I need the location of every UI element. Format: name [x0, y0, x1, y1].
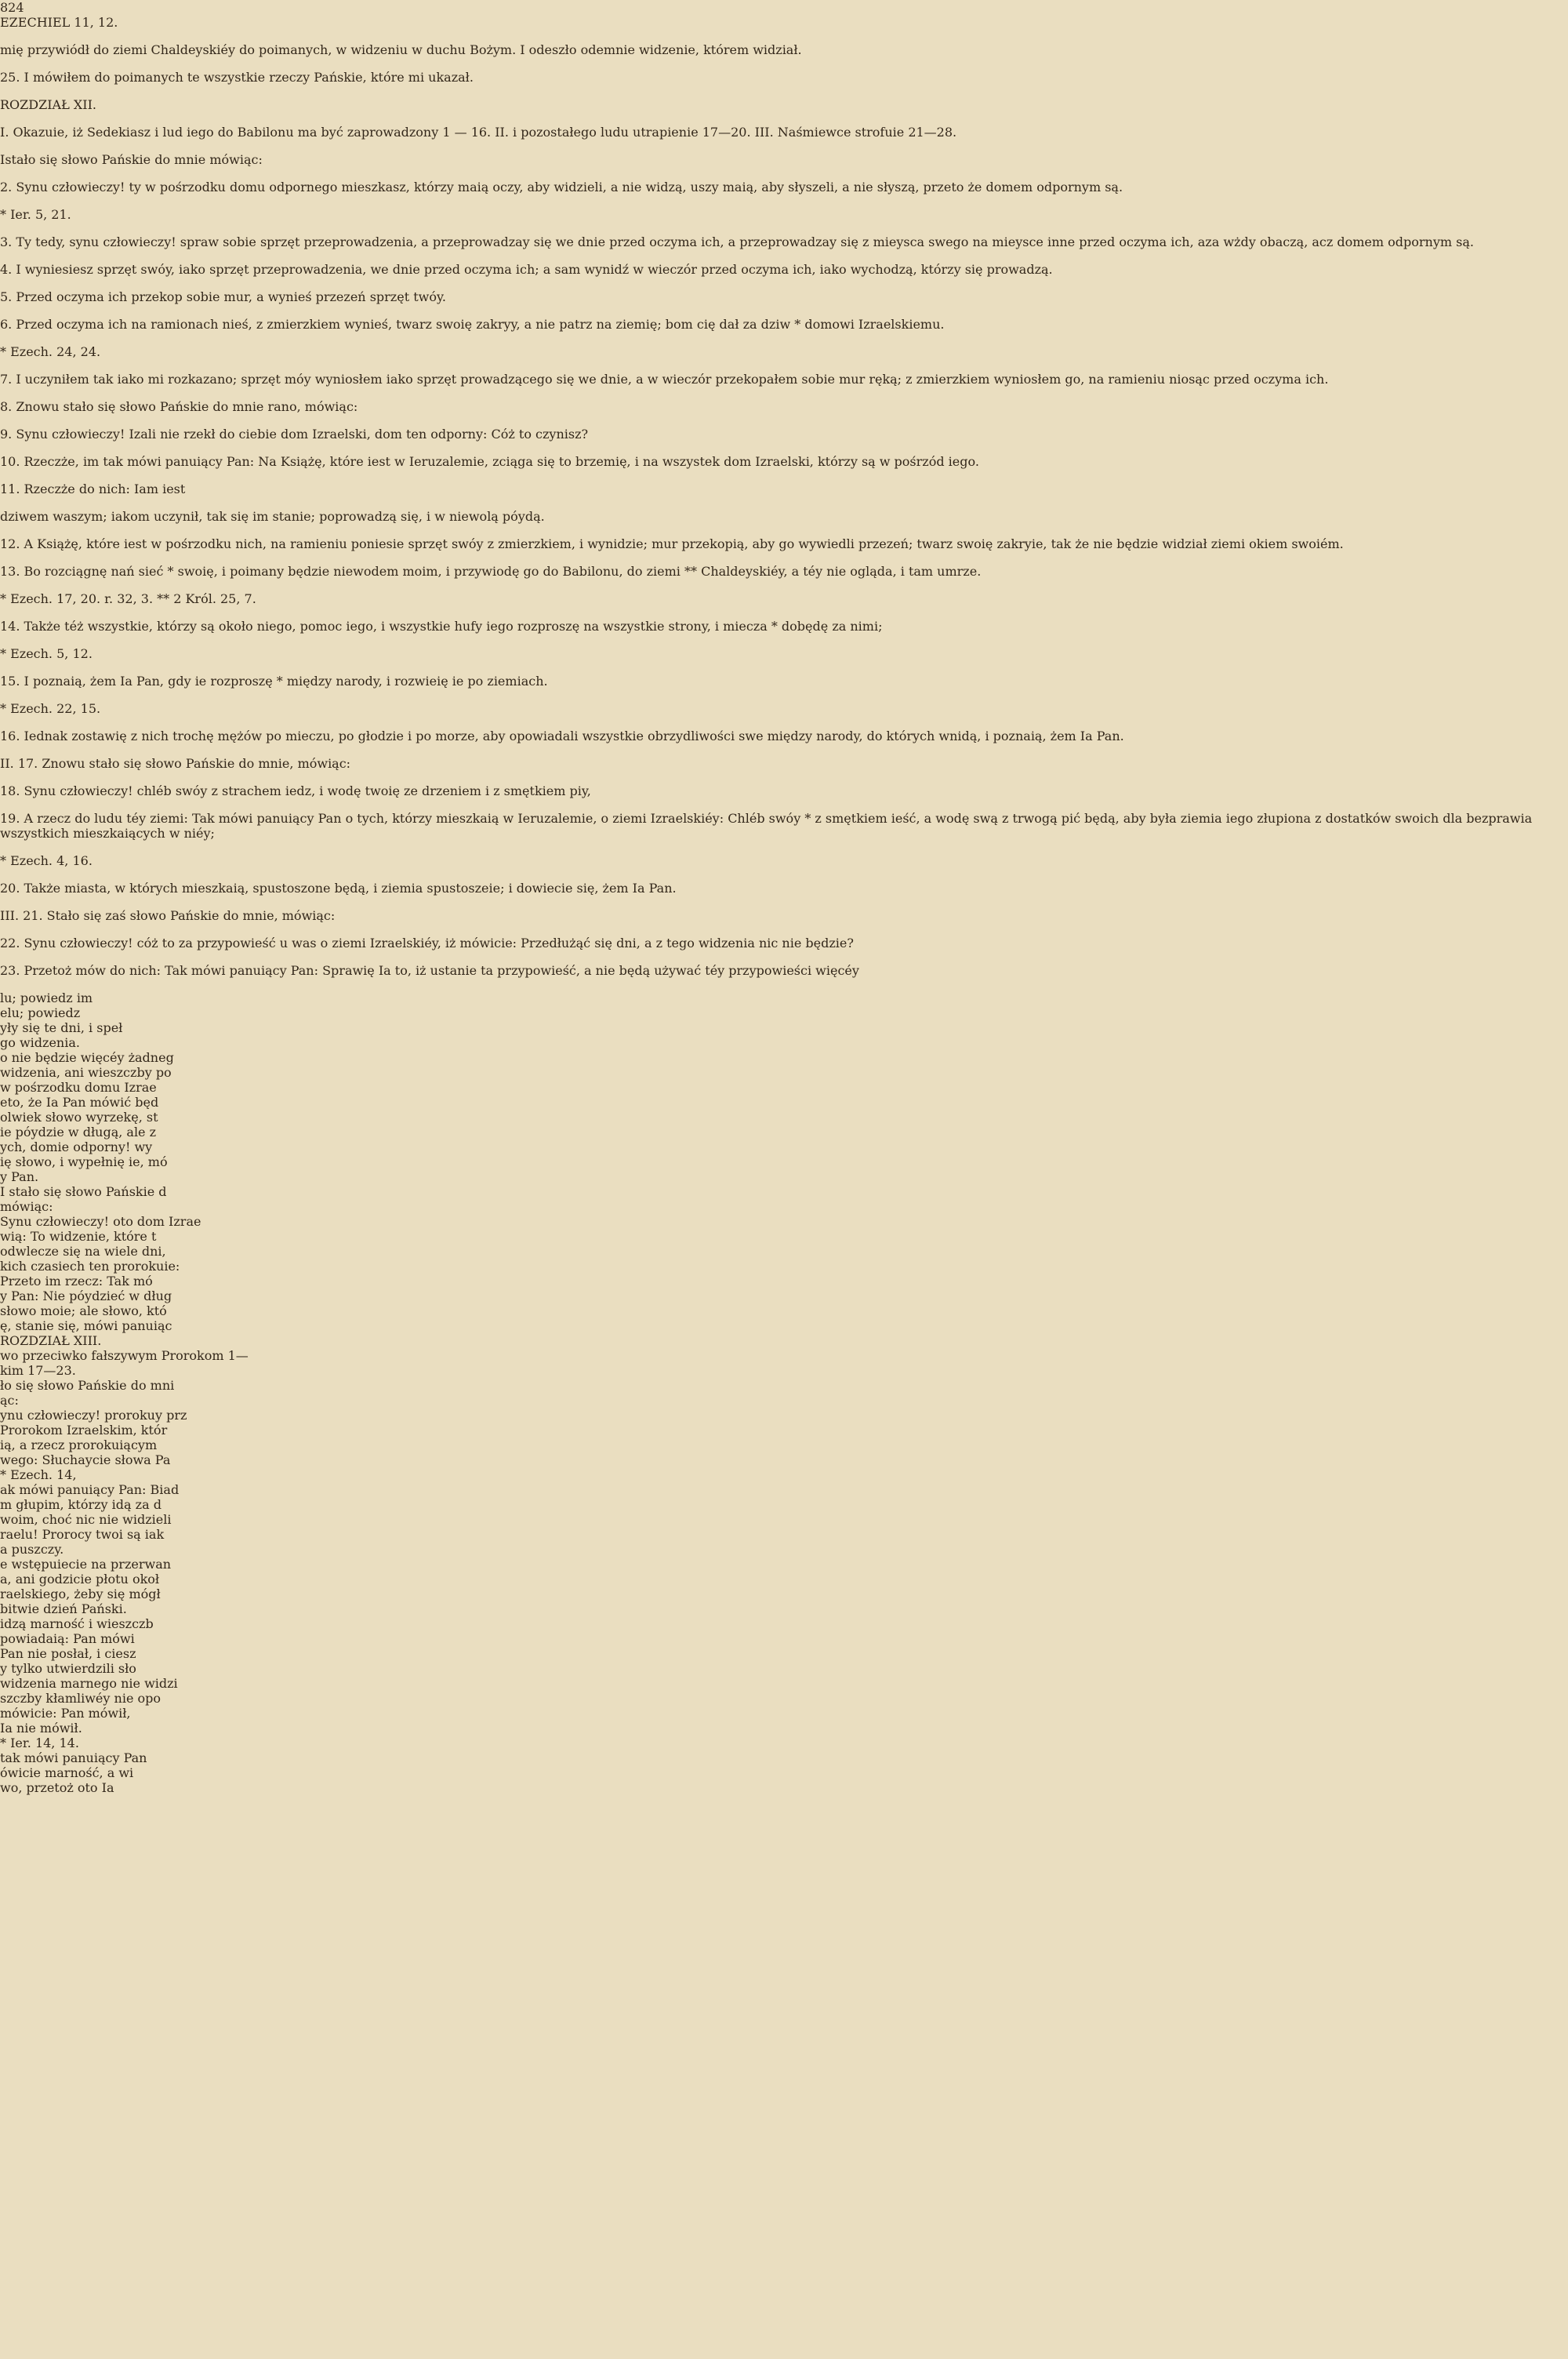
verse-paragraph: 23. Przetoż mów do nich: Tak mówi panuiący Pan: Sprawię Ia to, iż ustanie ta przypowieść, a nie będą używać téy przypowieści więcéy — [0, 963, 859, 978]
verse-paragraph: 3. Ty tedy, synu człowieczy! spraw sobie sprzęt przeprowadzenia, a przeprowadzay się we dnie przed oczyma ich, a przeprowadzay się z mieysca swego na mieysce inne przed oczyma ich, aza wżdy obaczą, acz domem odpornym są. — [0, 234, 1474, 249]
next-page-text-fragment: Przeto im rzecz: Tak mó — [0, 1274, 153, 1289]
next-page-text-fragment: wią: To widzenie, które t — [0, 1229, 157, 1244]
verse-paragraph: 20. Także miasta, w których mieszkaią, spustoszone będą, i ziemia spustoszeie; i dowiecie się, żem Ia Pan. — [0, 881, 677, 896]
footnote-reference: * Ezech. 24, 24. — [0, 344, 101, 359]
verse-1-text: stało się słowo Pańskie do mnie mówiąc: — [5, 152, 263, 167]
next-page-text-fragment: kim 17—23. — [0, 1363, 76, 1378]
verse-paragraph: 4. I wyniesiesz sprzęt swóy, iako sprzęt przeprowadzenia, we dnie przed oczyma ich; a sam wynidź w wieczór przed oczyma ich, iako wychodzą, którzy się prowadzą. — [0, 262, 1053, 277]
left-column-verses — [0, 180, 1568, 496]
next-page-text-fragment: bitwie dzień Pański. — [0, 1601, 127, 1616]
next-page-text-fragment: ie póydzie w długą, ale z — [0, 1125, 157, 1140]
next-page-text-fragment: I stało się słowo Pańskie d — [0, 1184, 167, 1199]
page-number: 824 — [0, 0, 24, 15]
next-page-text-fragment: y Pan: Nie póydzieć w dług — [0, 1289, 172, 1303]
next-page-text-fragment: ąc: — [0, 1393, 19, 1408]
next-page-text-fragment: wego: Słuchaycie słowa Pa — [0, 1452, 171, 1467]
next-page-text-fragment: Pan nie posłał, i ciesz — [0, 1646, 136, 1661]
next-page-text-fragment: a, ani godzicie płotu okoł — [0, 1572, 160, 1587]
verse-paragraph: 6. Przed oczyma ich na ramionach nieś, z zmierzkiem wynieś, twarz swoię zakryy, a nie patrz na ziemię; bom cię dał za dziw * domowi Izraelskiemu. — [0, 317, 945, 332]
next-page-text-fragment: wo, przetoż oto Ia — [0, 1780, 114, 1795]
next-page-text-fragment: e wstępuiecie na przerwan — [0, 1557, 172, 1572]
next-page-text-fragment: ę, stanie się, mówi panuiąc — [0, 1318, 172, 1333]
next-page-text-fragment: Ia nie mówił. — [0, 1721, 82, 1736]
next-page-text-fragment: w pośrzodku domu Izrae — [0, 1080, 157, 1095]
verse-25: 25. I mówiłem do poimanych te wszystkie rzeczy Pańskie, które mi ukazał. — [0, 70, 474, 85]
verse-1-opening — [0, 152, 1568, 167]
verse-paragraph: III. 21. Stało się zaś słowo Pańskie do mnie, mówiąc: — [0, 908, 336, 923]
next-page-text-fragment: ówicie marność, a wi — [0, 1765, 134, 1780]
verse-paragraph: 22. Synu człowieczy! cóż to za przypowieść u was o ziemi Izraelskiéy, iż mówicie: Przedłużąć się dni, a z tego widzenia nic nie będzie? — [0, 936, 854, 951]
next-page-text-fragment: Prorokom Izraelskim, któr — [0, 1423, 168, 1438]
verse-paragraph: 9. Synu człowieczy! Izali nie rzekł do ciebie dom Izraelski, dom ten odporny: Cóż to czynisz? — [0, 427, 589, 442]
next-page-fragments — [0, 990, 1568, 1795]
footnote-reference: * Ezech. 4, 16. — [0, 853, 93, 868]
next-page-text-fragment: idzą marność i wieszczb — [0, 1616, 154, 1631]
verse-paragraph: 16. Iednak zostawię z nich trochę mężów po mieczu, po głodzie i po morze, aby opowiadali wszystkie obrzydliwości swe między narody, do których wnidą, i poznaią, żem Ia Pan. — [0, 729, 1124, 743]
verse-paragraph: 12. A Książę, które iest w pośrzodku nich, na ramieniu poniesie sprzęt swóy z zmierzkiem, i wynidzie; mur przekopią, aby go wywiedli przezeń; twarz swoię zakryie, tak że nie będzie widział ziemi okiem swoiém. — [0, 536, 1344, 551]
verse-paragraph: 7. I uczyniłem tak iako mi rozkazano; sprzęt móy wyniosłem iako sprzęt prowadzącego się we dnie, a w wieczór przekopałem sobie mur ręką; z zmierzkiem wyniosłem go, na ramieniu niosąc przed oczyma ich. — [0, 372, 1329, 387]
next-page-text-fragment: olwiek słowo wyrzekę, st — [0, 1110, 158, 1125]
next-page-text-fragment: elu; powiedz — [0, 1005, 81, 1020]
next-page-text-fragment: y Pan. — [0, 1169, 39, 1184]
next-page-text-fragment: wo przeciwko fałszywym Prorokom 1— — [0, 1348, 249, 1363]
next-page-text-fragment: ych, domie odporny! wy — [0, 1140, 153, 1154]
next-page-text-fragment: ię słowo, i wypełnię ie, mó — [0, 1154, 168, 1169]
chapter-12-heading: ROZDZIAŁ XII. — [0, 97, 97, 112]
next-page-text-fragment: ią, a rzecz prorokuiącym — [0, 1438, 158, 1452]
next-page-text-fragment: ynu człowieczy! prorokuy prz — [0, 1408, 187, 1423]
drop-cap-initial: I — [0, 152, 5, 167]
next-page-text-fragment: go widzenia. — [0, 1035, 80, 1050]
footnote-reference: * Ier. 5, 21. — [0, 207, 71, 222]
footnote-reference: * Ezech. 5, 12. — [0, 646, 93, 661]
next-page-text-fragment: słowo moie; ale słowo, któ — [0, 1303, 167, 1318]
verse-24-continuation: mię przywiódł do ziemi Chaldeyskiéy do poimanych, w widzeniu w duchu Bożym. I odeszło odemnie widzenie, którem widział. — [0, 42, 802, 57]
next-page-text-fragment: * Ier. 14, 14. — [0, 1736, 79, 1750]
right-column-verses — [0, 536, 1568, 978]
next-page-text-fragment: mówiąc: — [0, 1199, 53, 1214]
verse-paragraph: 2. Synu człowieczy! ty w pośrzodku domu odpornego mieszkasz, którzy maią oczy, aby widzieli, a nie widzą, uszy maią, aby słyszeli, a nie słyszą, przeto że domem odpornym są. — [0, 180, 1123, 194]
verse-paragraph: 11. Rzeczże do nich: Iam iest — [0, 482, 186, 496]
next-page-text-fragment: odwlecze się na wiele dni, — [0, 1244, 166, 1259]
next-page-chapter-heading: ROZDZIAŁ XIII. — [0, 1333, 102, 1348]
next-page-text-fragment: widzenia marnego nie widzi — [0, 1676, 178, 1691]
next-page-text-fragment: widzenia, ani wieszczby po — [0, 1065, 172, 1080]
footnote-reference: * Ezech. 22, 15. — [0, 701, 101, 716]
next-page-text-fragment: a puszczy. — [0, 1542, 64, 1557]
next-page-text-fragment: szczby kłamliwéy nie opo — [0, 1691, 161, 1706]
footnote-reference: * Ezech. 17, 20. r. 32, 3. ** 2 Król. 25, 7. — [0, 591, 256, 606]
next-page-text-fragment: Synu człowieczy! oto dom Izrae — [0, 1214, 201, 1229]
next-page-text-fragment: woim, choć nic nie widzieli — [0, 1512, 172, 1527]
verse-paragraph: 8. Znowu stało się słowo Pańskie do mnie rano, mówiąc: — [0, 399, 358, 414]
next-page-text-fragment: tak mówi panuiący Pan — [0, 1750, 147, 1765]
right-text-column — [0, 509, 1568, 978]
chapter-12-summary: I. Okazuie, iż Sedekiasz i lud iego do Babilonu ma być zaprowadzony 1 — 16. II. i pozostałego ludu utrapienie 17—20. III. Naśmiewce strofuie 21—28. — [0, 125, 957, 140]
curled-next-page — [0, 990, 1568, 1795]
running-title: EZECHIEL 11, 12. — [0, 15, 118, 30]
next-page-text-fragment: lu; powiedz im — [0, 990, 93, 1005]
next-page-text-fragment: ło się słowo Pańskie do mni — [0, 1378, 175, 1393]
next-page-text-fragment: raelu! Prorocy twoi są iak — [0, 1527, 165, 1542]
next-page-text-fragment: powiadaią: Pan mówi — [0, 1631, 135, 1646]
next-page-text-fragment: kich czasiech ten prorokuie: — [0, 1259, 180, 1274]
left-text-column — [0, 42, 1568, 496]
verse-11-continuation: dziwem waszym; iakom uczynił, tak się im stanie; poprowadzą się, i w niewolą póydą. — [0, 509, 545, 524]
next-page-text-fragment: mówicie: Pan mówił, — [0, 1706, 131, 1721]
next-page-text-fragment: * Ezech. 14, — [0, 1467, 77, 1482]
verse-paragraph: II. 17. Znowu stało się słowo Pańskie do mnie, mówiąc: — [0, 756, 351, 771]
verse-paragraph: 10. Rzeczże, im tak mówi panuiący Pan: Na Książę, które iest w Ieruzalemie, zciąga się to brzemię, i na wszystek dom Izraelski, którzy są w pośrzód iego. — [0, 454, 979, 469]
next-page-text-fragment: y tylko utwierdzili sło — [0, 1661, 136, 1676]
next-page-text-fragment: ak mówi panuiący Pan: Biad — [0, 1482, 180, 1497]
next-page-text-fragment: eto, że Ia Pan mówić będ — [0, 1095, 159, 1110]
next-page-text-fragment: raelskiego, żeby się mógł — [0, 1587, 161, 1601]
verse-paragraph: 14. Także téż wszystkie, którzy są około niego, pomoc iego, i wszystkie hufy iego rozproszę na wszystkie strony, i miecza * dobędę za nimi; — [0, 619, 883, 634]
next-page-text-fragment: yły się te dni, i speł — [0, 1020, 123, 1035]
verse-paragraph: 13. Bo rozciągnę nań sieć * swoię, i poimany będzie niewodem moim, i przywiodę go do Babilonu, do ziemi ** Chaldeyskiéy, a téy nie ogląda, i tam umrze. — [0, 564, 982, 579]
next-page-text-fragment: m głupim, którzy idą za d — [0, 1497, 162, 1512]
verse-paragraph: 15. I poznaią, żem Ia Pan, gdy ie rozproszę * między narody, i rozwieię ie po ziemiach. — [0, 674, 548, 689]
verse-paragraph: 18. Synu człowieczy! chléb swóy z strachem iedz, i wodę twoię ze drzeniem i z smętkiem piy, — [0, 783, 591, 798]
next-page-text-fragment: o nie będzie więcéy żadneg — [0, 1050, 174, 1065]
verse-paragraph: 5. Przed oczyma ich przekop sobie mur, a wynieś przezeń sprzęt twóy. — [0, 289, 446, 304]
verse-paragraph: 19. A rzecz do ludu téy ziemi: Tak mówi panuiący Pan o tych, którzy mieszkaią w Ieruzalemie, o ziemi Izraelskiéy: Chléb swóy * z smętkiem ieść, a wodę swą z trwogą pić będą, aby była ziemia iego złupiona z dostatków swoich dla bezprawia wszystkich mieszkaiących w niéy; — [0, 811, 1533, 841]
